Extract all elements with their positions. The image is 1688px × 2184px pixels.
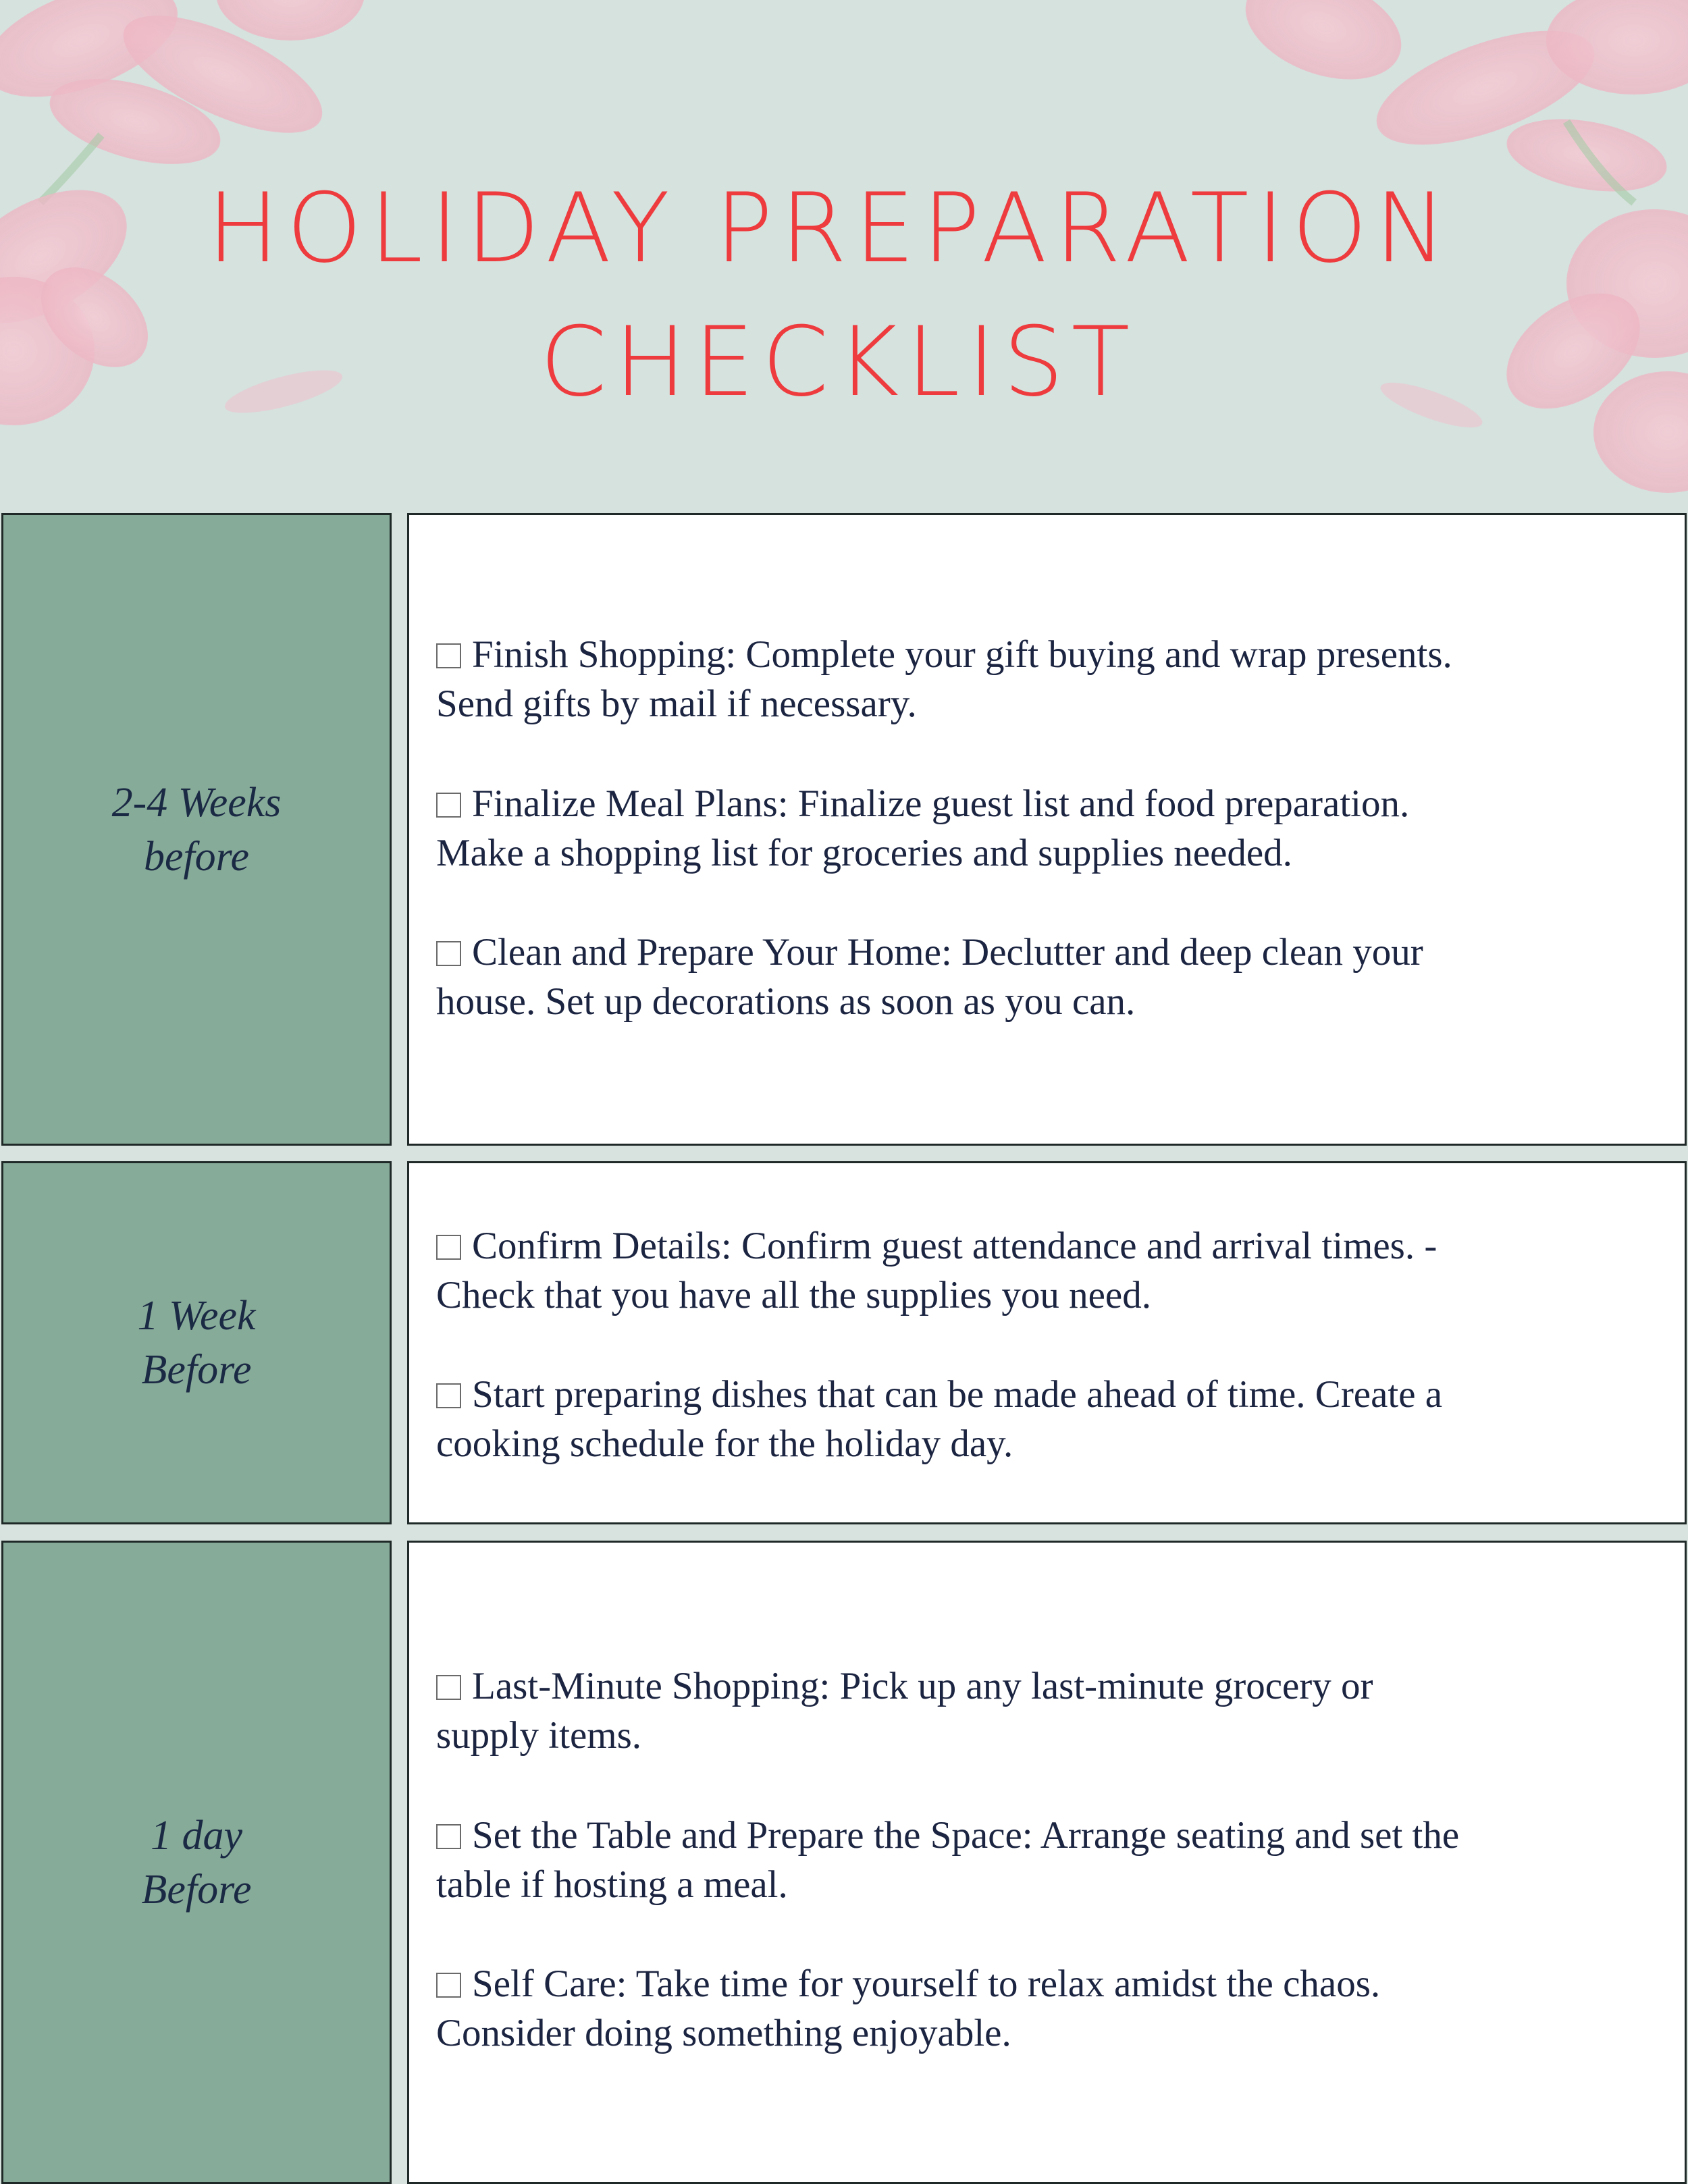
task-text-line-1: Start preparing dishes that can be made ahead of time. Create a [472, 1373, 1443, 1416]
task-text-line-2: cooking schedule for the holiday day. [436, 1422, 1013, 1465]
period-label-line-1: 1 Week [137, 1293, 256, 1339]
checkbox[interactable] [436, 941, 461, 966]
task-text-line-2: Make a shopping list for groceries and supplies needed. [436, 832, 1292, 874]
page-title-line-1: HOLIDAY PREPARATION [207, 173, 1454, 284]
header-banner [0, 0, 1688, 513]
page-title-line-2: CHECKLIST [539, 307, 1138, 418]
period-label-1-day [1, 1541, 392, 2184]
task-text-line-1: Finish Shopping: Complete your gift buying and wrap presents. [472, 633, 1452, 676]
task-text-line-1: Clean and Prepare Your Home: Declutter and deep clean your [472, 931, 1423, 974]
period-label-line-2: Before [141, 1866, 252, 1913]
task-text-line-1: Last-Minute Shopping: Pick up any last-minute grocery or [472, 1665, 1373, 1707]
task-item [436, 630, 1665, 728]
task-panel-2-4-weeks [407, 513, 1687, 1146]
task-item [436, 1370, 1665, 1468]
task-item [436, 1811, 1665, 1909]
task-text-line-2: Send gifts by mail if necessary. [436, 683, 917, 725]
task-text-line-2: supply items. [436, 1714, 642, 1757]
task-text-line-1: Self Care: Take time for yourself to relax amidst the chaos. [472, 1963, 1381, 2005]
checkbox[interactable] [436, 1235, 461, 1260]
task-text-line-2: Check that you have all the supplies you need. [436, 1274, 1151, 1316]
checkbox[interactable] [436, 643, 461, 668]
task-item [436, 1959, 1665, 2058]
period-label-2-4-weeks [1, 513, 392, 1146]
task-text-line-2: table if hosting a meal. [436, 1863, 788, 1906]
checkbox[interactable] [436, 793, 461, 818]
checkbox[interactable] [436, 1383, 461, 1408]
checkbox[interactable] [436, 1824, 461, 1849]
task-text-line-2: house. Set up decorations as soon as you can. [436, 980, 1136, 1023]
checkbox[interactable] [436, 1973, 461, 1998]
period-label-line-2: Before [141, 1347, 252, 1393]
period-label-line-1: 1 day [150, 1812, 243, 1859]
task-text-line-1: Confirm Details: Confirm guest attendance and arrival times. - [472, 1225, 1438, 1267]
task-panel-1-day [407, 1541, 1687, 2184]
task-item [436, 1221, 1665, 1320]
task-item [436, 779, 1665, 878]
period-label-1-week [1, 1161, 392, 1524]
checkbox[interactable] [436, 1675, 461, 1700]
task-text-line-2: Consider doing something enjoyable. [436, 2012, 1011, 2054]
task-panel-1-week [407, 1161, 1687, 1524]
task-item [436, 1661, 1665, 1760]
period-label-line-1: 2-4 Weeks [111, 779, 282, 826]
task-text-line-1: Finalize Meal Plans: Finalize guest list and food preparation. [472, 782, 1410, 825]
period-label-line-2: before [143, 833, 250, 880]
task-text-line-1: Set the Table and Prepare the Space: Arrange seating and set the [472, 1814, 1460, 1857]
task-item [436, 928, 1665, 1026]
